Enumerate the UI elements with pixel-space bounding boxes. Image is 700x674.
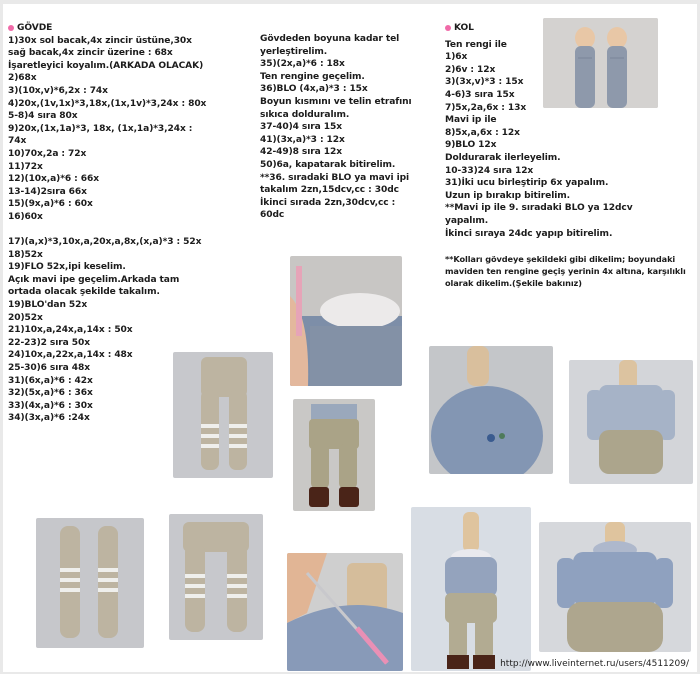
govde-line: 12)(10x,a)*6 : 66x (8, 174, 100, 185)
kol-line: 8)5x,a,6x : 12x (445, 127, 520, 138)
govde-line: 31)(6x,a)*6 : 42x (8, 375, 93, 386)
kol-line: 4-6)3 sıra 15x (445, 89, 515, 100)
govde-line: 22-23)2 sıra 50x (8, 337, 90, 348)
govde-line: 16)60x (8, 211, 43, 222)
govde-line: 74x (8, 136, 27, 147)
middle-line: Boyun kısmını ve telin etrafını (260, 96, 412, 107)
middle-line: 42-49)8 sıra 12x (260, 147, 342, 158)
middle-line: 36)BLO (4x,a)*3 : 15x (260, 84, 368, 95)
middle-line: sıkıca dolduralım. (260, 109, 350, 120)
govde-line: ortada olacak şekilde takalım. (8, 287, 160, 298)
govde-line: 24)10x,a,22x,a,14x : 48x (8, 350, 133, 361)
govde-line: 34)(3x,a)*6 :24x (8, 413, 90, 424)
legs-photo-2 (36, 518, 144, 648)
kol-line: Mavi ip ile (445, 115, 497, 126)
govde-line: 19)FLO 52x,ipi keselim. (8, 262, 126, 273)
pink-dot-icon (8, 25, 14, 31)
middle-line: 50)6a, kapatarak bitirelim. (260, 159, 396, 170)
govde-line: 20)52x (8, 312, 43, 323)
govde-line: Açık mavi ipe geçelim.Arkada tam (8, 274, 180, 285)
kol-line: 9)BLO 12x (445, 140, 497, 151)
doll-standing-photo (411, 507, 531, 671)
kol-line: Ten rengi ile (445, 39, 507, 50)
kol-title: KOL (454, 23, 474, 33)
govde-line: İşaretleyici koyalım.(ARKADA OLACAK) (8, 60, 204, 71)
kol-line: 31)İki ucu birleştirip 6x yapalım. (445, 178, 609, 189)
kol-line: 1)6x (445, 52, 468, 63)
body-arms-photo (569, 360, 693, 484)
govde-line: 33)(4x,a)*6 : 30x (8, 400, 93, 411)
govde-line: 1)30x sol bacak,4x zincir üstüne,30x (8, 35, 192, 46)
govde-line: 21)10x,a,24x,a,14x : 50x (8, 325, 133, 336)
kol-line: 7)5x,2a,6x : 13x (445, 102, 527, 113)
govde-line: 3)(10x,v)*6,2x : 74x (8, 85, 108, 96)
govde-line: 9)20x,(1x,1a)*3, 18x, (1x,1a)*3,24x : (8, 123, 193, 134)
kol-note: **Kolları gövdeye şekildeki gibi dikelim; boyundaki maviden ten rengine geçiş yerinin 4x altına, karşılıklı olarak dikelim.(Şekile bakınız) (445, 253, 686, 288)
doll-sweater-photo (539, 522, 691, 652)
kol-line: Uzun ip bırakıp bitirelim. (445, 190, 570, 201)
middle-line: **36. sıradaki BLO ya mavi ipi (260, 172, 410, 183)
legs-photo-1 (173, 352, 273, 478)
govde-title: GÖVDE (17, 23, 53, 33)
kol-line: **Mavi ip ile 9. sıradaki BLO ya 12dcv (445, 203, 633, 214)
kol-line: İkinci sıraya 24dc yapıp bitirelim. (445, 228, 613, 239)
middle-line: İkinci sırada 2zn,30dcv,cc : (260, 197, 396, 208)
govde-line: 5-8)4 sıra 80x (8, 111, 78, 122)
govde-line: 15)(9x,a)*6 : 60x (8, 199, 93, 210)
govde-line: 32)(5x,a)*6 : 36x (8, 388, 93, 399)
middle-line: Ten rengine geçelim. (260, 71, 365, 82)
body-photo (429, 346, 553, 474)
kol-line: Doldurarak ilerleyelim. (445, 152, 561, 163)
middle-line: yerleştirelim. (260, 46, 328, 57)
govde-line: 19)BLO'dan 52x (8, 300, 88, 311)
govde-line: 11)72x (8, 161, 43, 172)
middle-line: 60dc (260, 210, 285, 221)
middle-line: takalım 2zn,15dcv,cc : 30dc (260, 185, 399, 196)
arms-photo (543, 18, 658, 108)
legs-boots-photo (293, 399, 375, 511)
govde-line: 4)20x,(1v,1x)*3,18x,(1x,1v)*3,24x : 80x (8, 98, 207, 109)
hook-photo (287, 553, 403, 671)
middle-line: 37-40)4 sıra 15x (260, 122, 342, 133)
legs-photo-3 (169, 514, 263, 640)
govde-line: 2)68x (8, 73, 37, 84)
govde-line: 25-30)6 sıra 48x (8, 363, 90, 374)
govde-line: sağ bacak,4x zincir üzerine : 68x (8, 48, 173, 59)
kol-line: 10-33)24 sıra 12x (445, 165, 534, 176)
govde-line: 10)70x,2a : 72x (8, 148, 87, 159)
middle-line: 41)(3x,a)*3 : 12x (260, 134, 345, 145)
watermark: http://www.liveinternet.ru/users/4511209/ (500, 659, 689, 669)
pink-dot-icon (445, 25, 451, 31)
govde-line: 17)(a,x)*3,10x,a,20x,a,8x,(x,a)*3 : 52x (8, 237, 202, 248)
stitch-closeup-photo (290, 256, 402, 386)
govde-line: 13-14)2sıra 66x (8, 186, 87, 197)
middle-line: 35)(2x,a)*6 : 18x (260, 59, 345, 70)
kol-line: 2)6v : 12x (445, 64, 496, 75)
govde-line: 18)52x (8, 249, 43, 260)
pattern-page (3, 4, 697, 672)
kol-line: 3)(3x,v)*3 : 15x (445, 77, 524, 88)
middle-line: Gövdeden boyuna kadar tel (260, 34, 400, 44)
middle-section (260, 33, 440, 222)
kol-line: yapalım. (445, 215, 489, 226)
